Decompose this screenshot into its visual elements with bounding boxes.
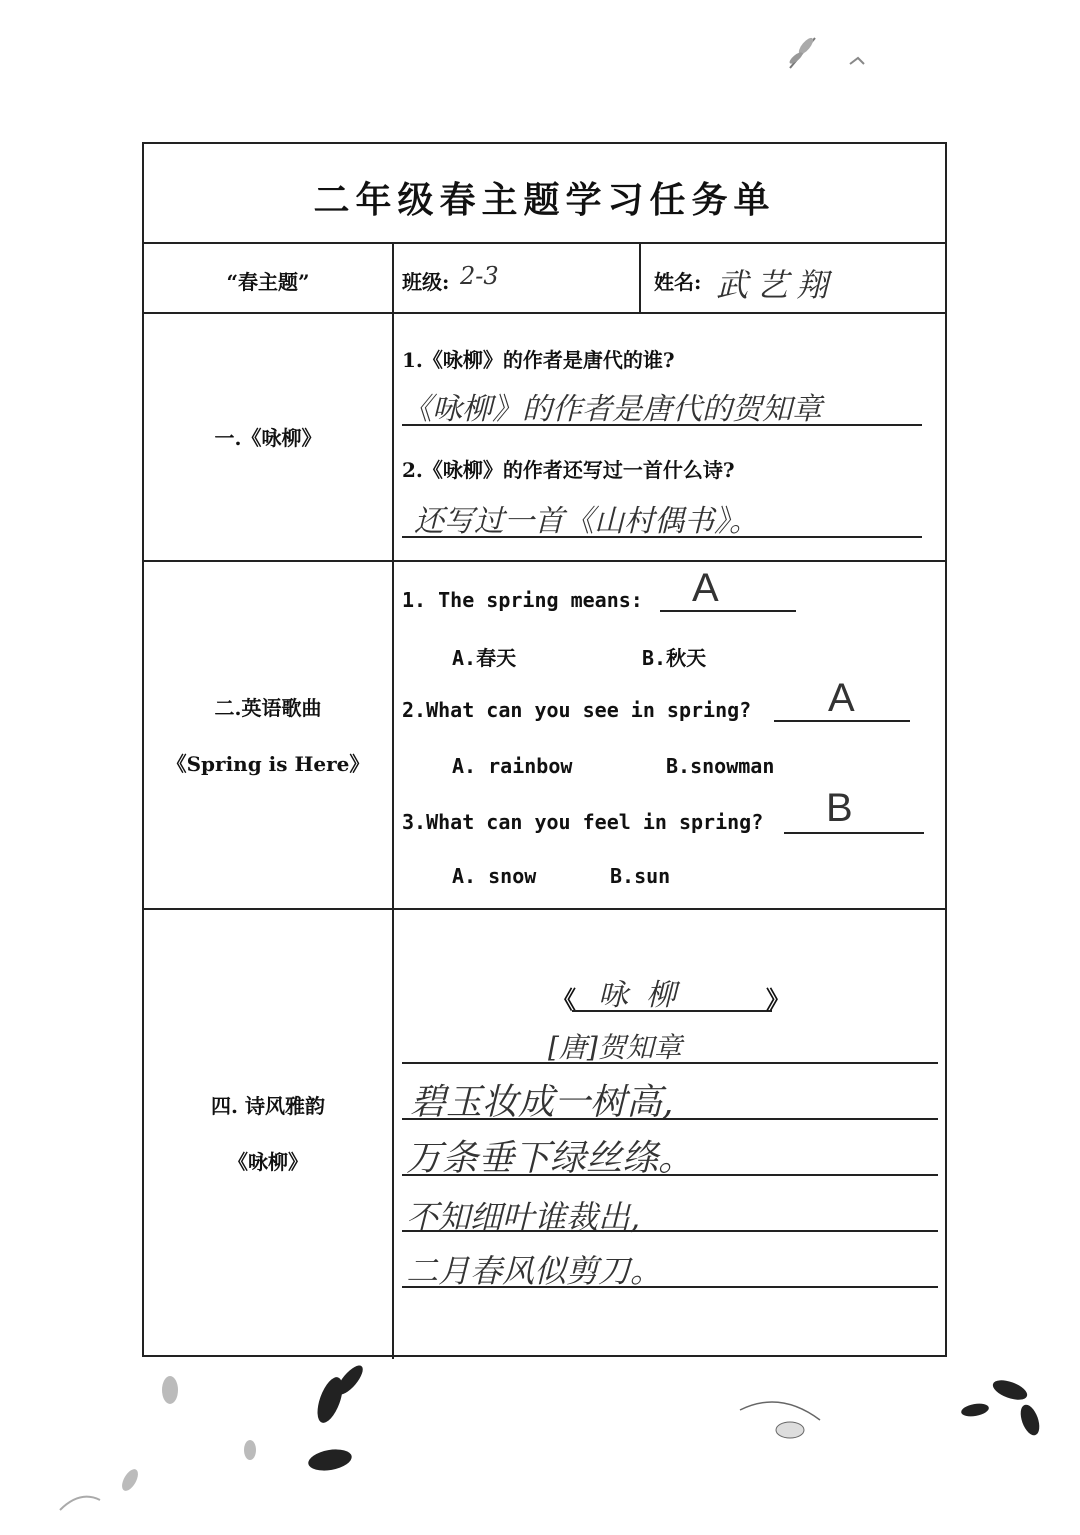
task-sheet [142,142,947,1357]
section-english-song [144,562,945,910]
section1-question2: 2.《咏柳》的作者还写过一首什么诗? [402,458,735,482]
section2-label-line1: 二.英语歌曲 [214,696,322,720]
section2-q2-option-a: A. rainbow [452,754,573,778]
name-label: 姓名: [654,270,702,294]
section2-q2-option-b: B.snowman [666,754,775,778]
section4-label-line2: 《咏柳》 [228,1150,308,1174]
theme-label: “春主题” [226,270,310,294]
header-row [144,244,945,314]
section2-question3: 3.What can you feel in spring? [402,810,764,834]
section-yongliu [144,314,945,562]
section-poem [144,910,945,1359]
title-row [144,144,945,244]
section4-label-line1: 四. 诗风雅韵 [211,1094,325,1118]
section2-q1-option-b: B.秋天 [642,646,707,670]
poem-title-close: 》 [766,985,790,1014]
section2-label-line2: 《Spring is Here》 [166,752,370,776]
section1-answer1: 《咏柳》的作者是唐代的贺知章 [402,392,822,427]
poem-line-3: 不知细叶谁裁出, [406,1198,641,1236]
class-label: 班级: [402,270,450,294]
section2-answer2: A [828,676,855,720]
section2-question2: 2.What can you see in spring? [402,698,752,722]
poem-line-1: 碧玉妆成一树高, [410,1082,674,1123]
poem-title-open: 《 [552,985,576,1014]
class-value: 2-3 [460,262,499,290]
poem-line-2: 万条垂下绿丝绦。 [406,1138,695,1179]
flower-sprig-bottom-right-icon [730,1350,1075,1500]
section1-question1: 1.《咏柳》的作者是唐代的谁? [402,348,675,372]
section2-question1: 1. The spring means: [402,588,643,612]
name-value: 武艺翔 [716,266,837,304]
section2-q3-option-b: B.sun [610,864,671,888]
section2-answer3: B [826,786,853,830]
sheet-title: 二年级春主题学习任务单 [313,179,776,221]
section2-q3-option-a: A. snow [452,864,537,888]
poem-line-4: 二月春风似剪刀。 [406,1252,663,1290]
poem-title: 咏柳 [598,978,694,1013]
section1-label: 一.《咏柳》 [214,426,322,450]
leaf-cluster-bottom-left-icon [40,1330,370,1530]
section2-q1-option-a: A.春天 [452,646,517,670]
section1-answer2: 还写过一首《山村偶书》。 [414,504,759,539]
section2-answer1: A [692,566,719,610]
leaf-sprig-top-right-icon [770,28,880,78]
poem-author: [唐]贺知章 [548,1031,682,1064]
